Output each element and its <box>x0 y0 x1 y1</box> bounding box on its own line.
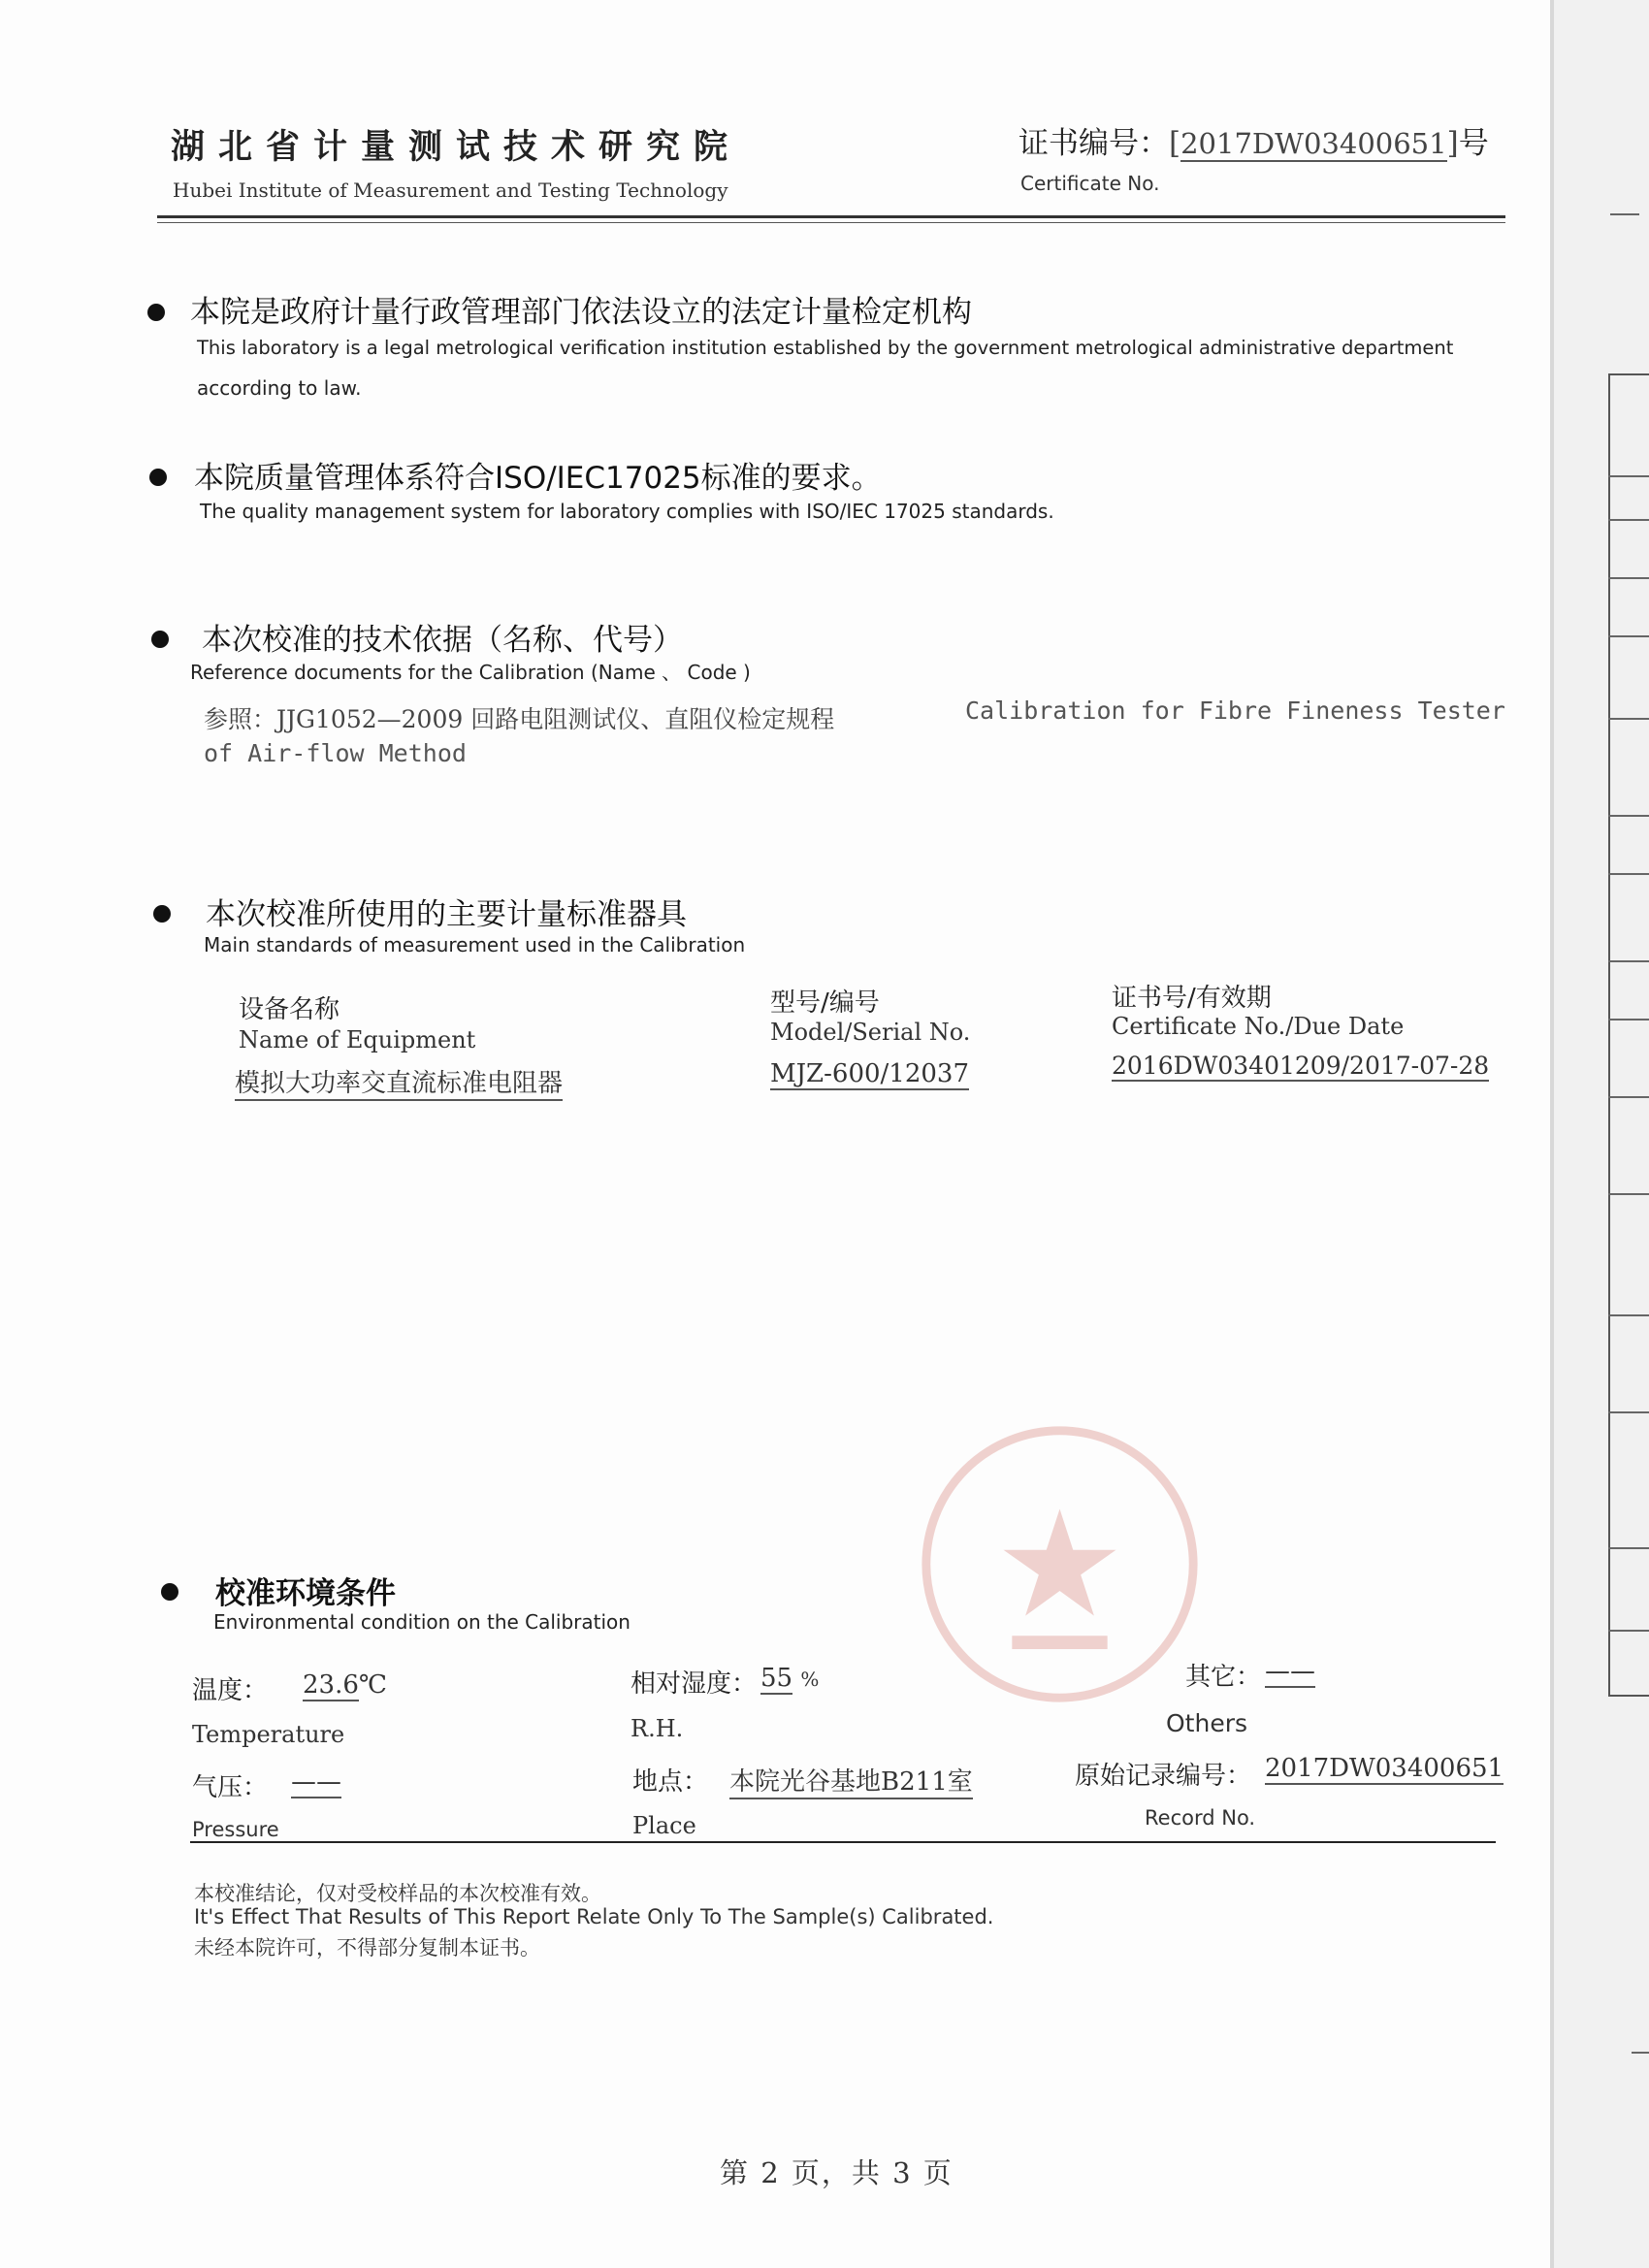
certificate-due-header-cn: 证书号/有效期 <box>1112 984 1272 1013</box>
environment-rule <box>190 1841 1496 1843</box>
humidity-label-en: R.H. <box>630 1715 684 1742</box>
certificate-number: 2017DW03400651 <box>1180 127 1447 160</box>
certificate-suffix-cn: 号 <box>1458 126 1489 161</box>
environment-title-en: Environmental condition on the Calibration <box>213 1610 630 1634</box>
statement-1-en-line1: This laboratory is a legal metrological verification institution established by the government metrological administrative department <box>197 337 1454 359</box>
next-page-table-line <box>1608 475 1649 477</box>
place-value: 本院光谷基地B211室 <box>729 1762 973 1799</box>
next-page-table-line <box>1608 635 1649 637</box>
certificate-label-cn: 证书编号： <box>1018 126 1169 161</box>
header-rule-thin <box>157 222 1505 223</box>
next-page-table-line <box>1608 960 1649 962</box>
statement-1-en-line2: according to law. <box>197 376 362 400</box>
pressure-value: —— <box>291 1767 341 1797</box>
place-label-en: Place <box>632 1812 696 1839</box>
next-page-table-line <box>1608 1411 1649 1413</box>
next-page-table-line <box>1608 1630 1649 1632</box>
reference-document-en-line2: of Air-flow Method <box>204 739 467 767</box>
bullet-icon <box>153 905 171 923</box>
institute-name-en: Hubei Institute of Measurement and Testing Technology <box>173 178 728 202</box>
reference-title-cn: 本次校准的技术依据（名称、代号） <box>202 623 683 658</box>
pressure-label-cn: 气压： <box>192 1773 269 1802</box>
temperature-field <box>303 1670 387 1700</box>
page-number: 第 2 页，共 3 页 <box>720 2156 954 2189</box>
note-line-3: 未经本院许可，不得部分复制本证书。 <box>194 1936 540 1960</box>
record-label-en: Record No. <box>1145 1806 1256 1830</box>
certificate-due-value: 2016DW03401209/2017-07-28 <box>1112 1052 1490 1080</box>
next-page-table-line <box>1608 1019 1649 1021</box>
temperature-label-cn: 温度： <box>192 1676 269 1705</box>
next-page-table-line <box>1608 718 1649 720</box>
bullet-icon <box>147 304 165 321</box>
model-serial-header-cn: 型号/编号 <box>770 988 880 1018</box>
model-serial-value: MJZ-600/12037 <box>770 1059 969 1088</box>
reference-document-cn: 参照：JJG1052—2009 回路电阻测试仪、直阻仪检定规程 <box>204 705 835 733</box>
next-page-table-line <box>1608 1096 1649 1098</box>
environment-title-cn: 校准环境条件 <box>215 1576 396 1611</box>
standards-title-cn: 本次校准所使用的主要计量标准器具 <box>206 897 687 932</box>
next-page-table-line <box>1608 519 1649 521</box>
others-label-en: Others <box>1166 1709 1248 1737</box>
equipment-name-header-en: Name of Equipment <box>239 1026 476 1053</box>
pressure-label-en: Pressure <box>192 1818 279 1841</box>
next-page-table-line <box>1608 815 1649 817</box>
next-page-table-line <box>1608 1193 1649 1195</box>
certificate-due-header-en: Certificate No./Due Date <box>1112 1013 1405 1040</box>
temperature-value: 23.6 <box>303 1670 359 1700</box>
model-serial-header-en: Model/Serial No. <box>770 1019 971 1046</box>
place-label-cn: 地点： <box>632 1767 709 1797</box>
reference-title-en: Reference documents for the Calibration (Name 、 Code ) <box>190 661 751 684</box>
temperature-label-en: Temperature <box>192 1721 345 1748</box>
next-page-table-line <box>1608 873 1649 875</box>
statement-2-cn: 本院质量管理体系符合ISO/IEC17025标准的要求。 <box>194 461 882 496</box>
certificate-label-en: Certificate No. <box>1020 172 1160 195</box>
next-page-table-line <box>1608 1314 1649 1316</box>
institute-name-cn: 湖北省计量测试技术研究院 <box>171 128 742 167</box>
statement-2-en: The quality management system for laboratory complies with ISO/IEC 17025 standards. <box>200 500 1054 523</box>
standards-title-en: Main standards of measurement used in the Calibration <box>204 933 746 956</box>
equipment-name-header-cn: 设备名称 <box>239 995 340 1024</box>
humidity-field <box>760 1664 819 1693</box>
next-page-table-line <box>1608 1547 1649 1549</box>
temperature-unit: ℃ <box>358 1670 387 1700</box>
others-label-cn: 其它： <box>1185 1663 1262 1692</box>
humidity-label-cn: 相对湿度： <box>630 1669 758 1699</box>
next-page-table-line <box>1608 577 1649 579</box>
statement-1-cn: 本院是政府计量行政管理部门依法设立的法定计量检定机构 <box>190 295 972 330</box>
reference-document-en: Calibration for Fibre Fineness Tester <box>965 697 1505 725</box>
official-seal-icon <box>917 1421 1203 1707</box>
next-page-mark <box>1632 2052 1649 2054</box>
bullet-icon <box>161 1583 178 1601</box>
humidity-value: 55 <box>760 1664 793 1693</box>
certificate-number-field: 证书编号：[2017DW03400651]号 <box>1018 126 1489 161</box>
others-value: —— <box>1265 1657 1315 1686</box>
note-line-2: It's Effect That Results of This Report Relate Only To The Sample(s) Calibrated. <box>194 1905 994 1928</box>
note-line-1: 本校准结论，仅对受校样品的本次校准有效。 <box>194 1882 601 1905</box>
equipment-name-value: 模拟大功率交直流标准电阻器 <box>235 1063 563 1101</box>
record-value: 2017DW03400651 <box>1265 1754 1504 1783</box>
page-shadow <box>1550 0 1554 2268</box>
bullet-icon <box>149 469 167 486</box>
next-page-table-frame <box>1608 373 1649 1697</box>
humidity-unit: % <box>800 1668 820 1691</box>
header-rule <box>157 215 1505 218</box>
next-page-header-rule <box>1610 213 1639 215</box>
record-label-cn: 原始记录编号： <box>1075 1762 1252 1791</box>
bullet-icon <box>151 631 169 648</box>
